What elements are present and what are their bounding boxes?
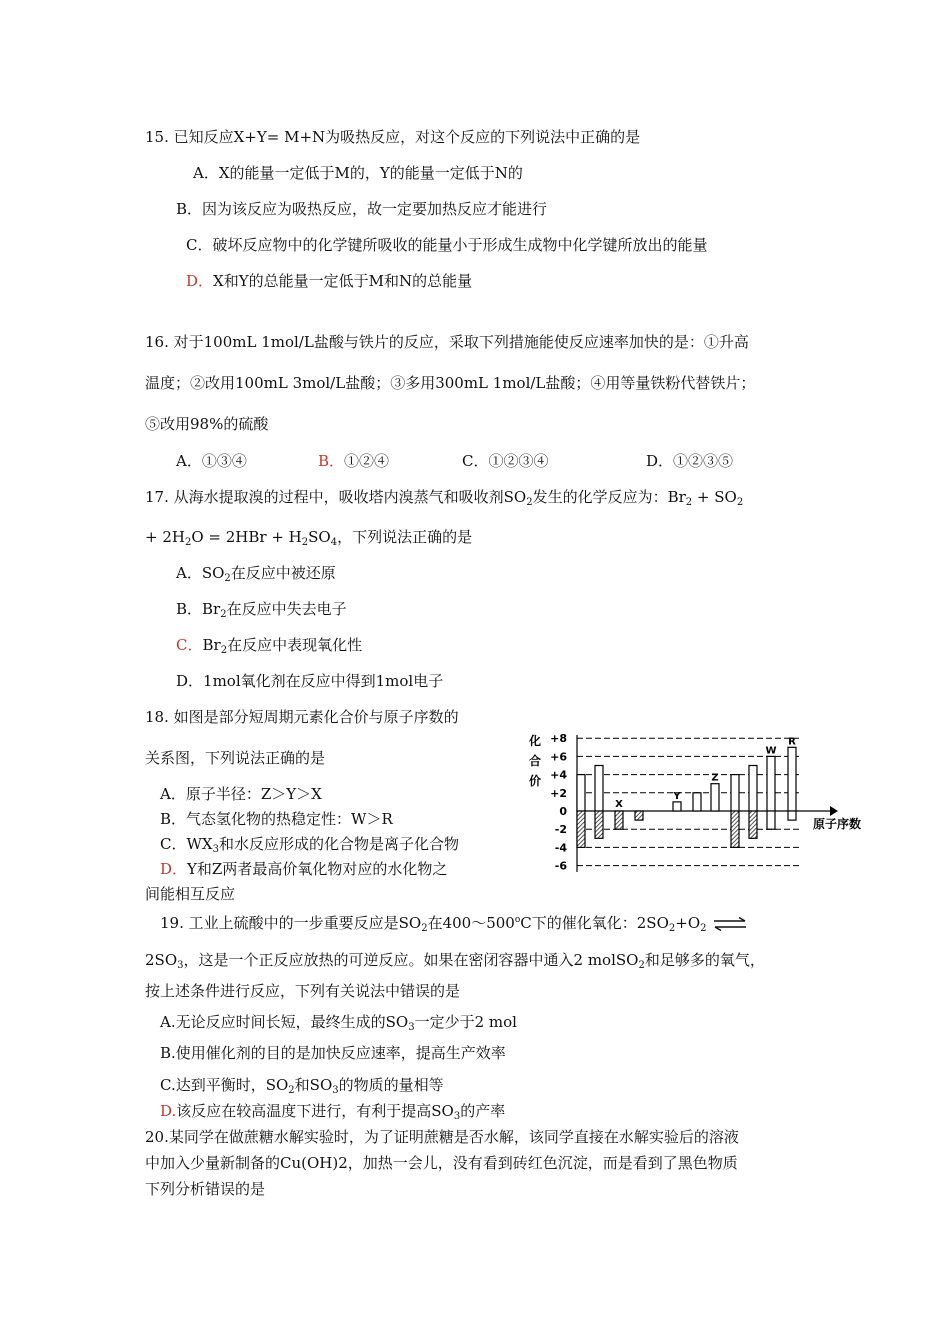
y-tick-label: +6 (550, 750, 567, 764)
valence-chart (525, 732, 875, 882)
element-label: W (765, 745, 777, 757)
y-tick-label: -2 (554, 823, 567, 837)
q19-stem-line1: 19. 工业上硫酸中的一步重要反应是$SO_2$在400～500$^o$C下的催化氧化：$2SO_2+O_2$ (160, 913, 747, 933)
q15-option-d-text: X和Y的总能量一定低于M和N的总能量 (213, 272, 473, 290)
negative-bar (788, 811, 796, 820)
negative-bar (767, 811, 775, 829)
positive-bar (595, 766, 603, 812)
element-label: Y (673, 790, 681, 802)
q17-stem-line2: + $2H_2O = 2HBr + H_2SO_4$，下列说法正确的是 (145, 528, 473, 548)
q20-stem-line2: 中加入少量新制备的Cu(OH)2，加热一会儿，没有看到砖红色沉淀，而是看到了黑色物质 (145, 1154, 738, 1172)
answer-letter: D. (160, 1102, 177, 1120)
q18-option-c: C．$WX_3$和水反应形成的化合物是离子化合物 (160, 835, 459, 855)
element-label: X (615, 799, 623, 810)
negative-bar (595, 811, 603, 838)
q16-stem-line1: 16. 对于100mL 1mol/L盐酸与铁片的反应，采取下列措施能使反应速率加快的是：①升高 (145, 333, 749, 351)
q15-option-c: C．破坏反应物中的化学键所吸收的能量小于形成生成物中化学键所放出的能量 (186, 236, 708, 254)
q18-stem-line2: 关系图，下列说法正确的是 (145, 749, 326, 767)
y-tick-label: 0 (559, 805, 567, 818)
q17-option-a: A．$SO_2$在反应中被还原 (176, 564, 336, 584)
q16-option-b-text: ①②④ (344, 452, 390, 470)
positive-bar (673, 802, 681, 811)
q16-stem-line2: 温度；②改用100mL 3mol/L盐酸；③多用300mL 1mol/L盐酸；④用等量铁粉代替铁片； (145, 374, 756, 392)
q18-option-d-continued: 间能相互反应 (145, 885, 236, 903)
positive-bar (767, 756, 775, 811)
q17-option-b: B．$Br_2$在反应中失去电子 (176, 600, 347, 620)
negative-bar (577, 811, 585, 847)
q20-stem-line1: 20.某同学在做蔗糖水解实验时，为了证明蔗糖是否水解，该同学直接在水解实验后的溶液 (145, 1128, 739, 1146)
q15-option-a: A．X的能量一定低于M的，Y的能量一定低于N的 (193, 164, 523, 182)
chart-bars (577, 747, 796, 847)
answer-letter: C． (176, 636, 203, 654)
negative-bar (615, 811, 623, 829)
q19-option-b: B.使用催化剂的目的是加快反应速率，提高生产效率 (160, 1044, 506, 1062)
negative-bar (749, 811, 757, 838)
q19-stem-line3: 按上述条件进行反应，下列有关说法中错误的是 (145, 982, 461, 1000)
positive-bar (749, 766, 757, 812)
negative-bar (731, 811, 739, 847)
y-axis-label: 价 (529, 774, 542, 788)
y-tick-label: +2 (550, 786, 567, 800)
q15-stem: 15. 已知反应X+Y= M+N为吸热反应，对这个反应的下列说法中正确的是 (145, 128, 641, 146)
reversible-arrow-icon (713, 917, 747, 931)
q16-option-b (318, 451, 389, 471)
q18-stem-line1: 18. 如图是部分短周期元素化合价与原子序数的 (145, 708, 459, 726)
q20-stem-line3: 下列分析错误的是 (145, 1180, 266, 1198)
element-label: R (788, 736, 796, 748)
q17-option-c: C．$Br_2$在反应中表现氧化性 (176, 636, 363, 656)
positive-bar (731, 775, 739, 811)
answer-letter: B． (318, 452, 345, 470)
q16-stem-line3: ⑤改用98%的硫酸 (145, 415, 269, 433)
y-axis-label: 化 (529, 734, 542, 748)
y-tick-label: +8 (550, 732, 567, 746)
positive-bar (693, 793, 701, 811)
y-tick-label: +4 (550, 768, 567, 782)
positive-bar (711, 784, 719, 811)
q19-option-c: C.达到平衡时，$SO_2$和$SO_3$的物质的量相等 (160, 1076, 444, 1096)
positive-bar (788, 747, 796, 811)
answer-letter: D． (160, 860, 188, 878)
q19-option-d: D.该反应在较高温度下进行，有利于提高$SO_3$的产率 (160, 1102, 506, 1122)
q17-stem-line1: 17. 从海水提取溴的过程中，吸收塔内溴蒸气和吸收剂$SO_2$发生的化学反应为：$Br_2 + SO_2$ (145, 488, 744, 508)
q16-option-c: C．①②③④ (462, 452, 549, 470)
y-axis-label: 合 (529, 754, 542, 768)
q18-option-a: A．原子半径：Z＞Y＞X (160, 785, 322, 803)
q18-option-b: B．气态氢化物的热稳定性：W＞R (160, 810, 393, 828)
q16-option-d: D．①②③⑤ (646, 452, 734, 470)
x-axis-label: 原子序数 (813, 817, 862, 831)
q19-stem-line2: $2SO_3$，这是一个正反应放热的可逆反应。如果在密闭容器中通入2 molSO$_2$和足够多的氧气， (145, 951, 765, 971)
answer-letter: D． (186, 272, 214, 290)
element-label: Z (711, 772, 719, 784)
q18-option-d: D．Y和Z两者最高价氧化物对应的水化物之 (160, 860, 448, 878)
negative-bar (635, 811, 643, 820)
q17-option-d: D．1mol氧化剂在反应中得到1mol电子 (176, 672, 444, 690)
x-axis-arrow (830, 806, 838, 816)
q15-option-d (186, 271, 472, 291)
y-tick-label: -4 (554, 841, 567, 855)
q15-option-b: B．因为该反应为吸热反应，故一定要加热反应才能进行 (176, 200, 548, 218)
q19-option-a: A.无论反应时间长短，最终生成的$SO_3$一定少于2 mol (160, 1013, 517, 1033)
positive-bar (577, 775, 585, 811)
q16-option-a: A．①③④ (176, 452, 247, 470)
y-tick-label: -6 (554, 859, 567, 873)
